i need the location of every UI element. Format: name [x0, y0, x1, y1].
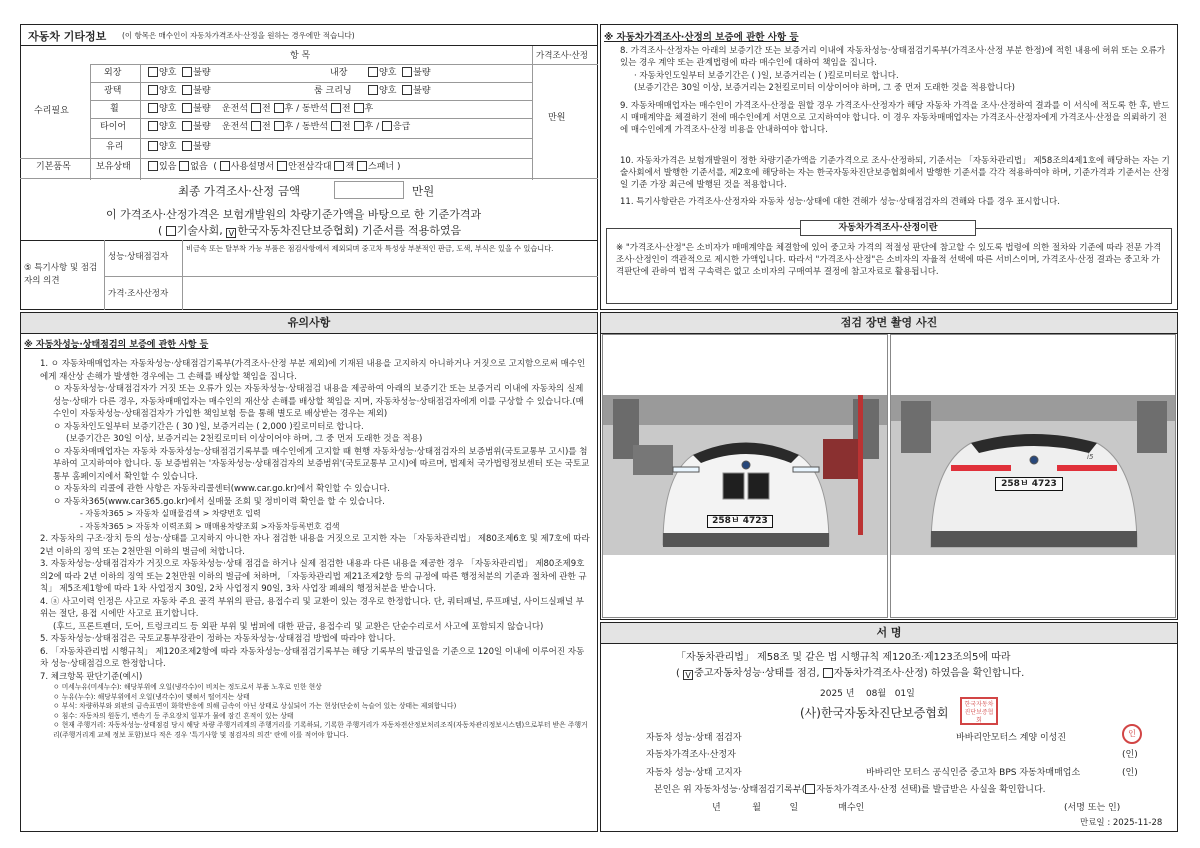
note-3b: (보증기간은 30일 이상, 보증거리는 2천킬로미터 이상이어야 하며, 그 중 먼저 도래한 것을 적용) [66, 434, 423, 444]
price-won: 만원 [548, 113, 566, 123]
item-11: 11. 특기사항란은 가격조사·산정자와 자동차 성능·상태에 대한 견해가 성능·상태점검자의 견해와 다를 경우 표시합니다. [620, 197, 1060, 207]
rear-plate: 258ㅂ 4723 [995, 477, 1063, 491]
notes-body [40, 358, 592, 740]
row2-value: (인) [1122, 750, 1138, 760]
photos-title: 점검 장면 촬영 사진 [601, 313, 1177, 334]
receipt-line: 본인은 위 자동차성능·상태점검기록부( 자동차가격조사·산정 선택)를 발급받은 사실을 확인합니다. [654, 785, 1046, 795]
note-1: 1. ㅇ 자동차매매업자는 자동차성능·상태점검기록부(가격조사·산정 부분 제외)에 기재된 내용을 고지하지 아니하거나 거짓으로 고지함으로써 매수인에게 재산상 손해가 발생한 경우에는 그 손해를 배상할 책임을 집니다. [40, 359, 586, 382]
interior-label: 내장 [330, 68, 348, 78]
price-definition-title: 자동차가격조사·산정이란 [800, 220, 976, 236]
row2-label: 자동차가격조사·산정자 [646, 750, 736, 760]
buyer-sign[interactable]: (서명 또는 인) [1064, 803, 1121, 813]
note-12: 7. 체크항목 판단기준(예시) [40, 671, 143, 682]
final-price-input[interactable] [334, 181, 404, 199]
note-9: 4. ⓐ 사고이력 인정은 사고로 자동차 주요 골격 부위의 판금, 용접수리 및 교환이 있는 경우로 한정합니다. 단, 쿼터패널, 루프패널, 사이드실패널 부위는 절단, 용접 시에만 사고로 표기합니다. [40, 596, 584, 619]
note-6a: - 자동차365 > 자동차 실매물검색 > 차량번호 입력 [80, 509, 261, 518]
basic-items-options[interactable]: 있음 없음 ( 사용설명서 안전삼각대 잭 스패너 ) [148, 161, 401, 174]
final-price-unit: 만원 [412, 184, 435, 198]
wheel-label: 휠 [110, 104, 119, 114]
basic-items-label: 기본품목 [36, 162, 71, 172]
note-4: ㅇ 자동차매매업자는 자동차 자동차성능·상태점검기록부를 매수인에게 고지할 때 현행 자동차성능·상태점검자의 보증범위(국토교통부 고시)를 첨부하여 고지하여야 합니다. 동 보증범위는 '자동차성능·상태점검자의 보증범위'(국토교통부 고시)에 따르며, 법제처 국가법령정보센터 또는 국토교통부 홈페이지에서 확인할 수 있습니다. [53, 446, 590, 482]
receipt-date: 년 월 일 매수인 [712, 803, 865, 813]
room-clean-options[interactable]: 양호 불량 [368, 85, 431, 98]
item-8: 8. 가격조사·산정자는 아래의 보증기간 또는 보증거리 이내에 자동차성능·상태점검기록부(가격조사·산정 부분 한정)에 적힌 내용에 허위 또는 오류가 있는 경우 계약 또는 관계법령에 따라 매수인에 대하여 책임을 집니다. [620, 46, 1166, 68]
row3-seal: (인) [1122, 768, 1138, 778]
rear-badge: i5 [1087, 453, 1094, 461]
note-12d: ㅇ 침수: 자동차의 원동기, 변속기 등 주요장치 일부가 물에 잠긴 흔적이 있는 상태 [53, 711, 294, 720]
signature-line2: ( V 중고자동차성능·상태를 점검, 자동차가격조사·산정) 하였음을 확인합니다. [676, 668, 1025, 680]
expiry-date: 만료일 : 2025-11-28 [1080, 818, 1163, 828]
note-8: 3. 자동차성능·상태점검자가 거짓으로 자동차성능·상태 점검을 하거나 실제 점검한 내용과 다른 내용을 제공한 경우 「자동차관리법」 제80조제9호의2에 따라 2년 이하의 징역 또는 2천만원 이하의 벌금에 처하며, 「자동차관리법 제21조제2항 등의 규정에 따른 행정처분의 기준과 절차에 관한 규칙」 제5조제1항에 따라 1차 사업정지 30일, 2차 사업정지 90일, 3차 사업장 폐쇄의 행정처분을 받습니다. [40, 559, 587, 594]
item-8c: (보증기간은 30일 이상, 보증거리는 2천킬로미터 이상이어야 하며, 그 중 먼저 도래한 것을 적용합니다) [634, 83, 1015, 93]
gloss-label: 광택 [104, 86, 122, 96]
other-info-title: 자동차 기타정보 [28, 30, 107, 43]
item-10: 10. 자동차가격은 보험개발원이 정한 차량기준가액을 기준가격으로 조사·산정하되, 기준서는 「자동차관리법」 제58조의4제1호에 해당하는 자는 기술사회에서 발행한 기준서를, 제2호에 해당하는 자는 한국자동차진단보증협회에서 발행한 기준서를 각각 적용하여야 하며, 기준가격과 기준서는 산정일 기준 가장 최근에 발행된 것을 적용합니다. [620, 156, 1170, 190]
final-price-label: 최종 가격조사·산정 금액 [178, 184, 301, 198]
row1-value: 바바리안모터스 계양 이성진 [956, 733, 1067, 743]
note-9b: (후드, 프론트펜더, 도어, 트렁크리드 등 외판 부위 및 범퍼에 대한 판금, 용접수리 및 교환은 단순수리로서 사고에 포함되지 않습니다) [53, 621, 544, 632]
tire-label: 타이어 [100, 122, 127, 132]
basis-line2: ( 기술사회, V 한국자동차진단보증협회) 기준서를 적용하였음 [158, 224, 462, 238]
price-guarantee-title: ※ 자동차가격조사·산정의 보증에 관한 사항 등 [604, 32, 799, 43]
signature-title: 서 명 [601, 623, 1177, 644]
note-10: 5. 자동차성능·상태점검은 국토교통부장관이 정하는 자동차성능·상태점검 방법에 따라야 합니다. [40, 634, 396, 644]
price-check[interactable] [823, 668, 833, 678]
exterior-options[interactable]: 양호 불량 [148, 67, 211, 80]
note-7: 2. 자동차의 구조·장치 등의 성능·상태를 고지하지 아니한 자나 점검한 내용을 거짓으로 고지한 자는 「자동차관리법」 제80조제6호 및 제7호에 따라 2년 이하의 징역 또는 2천만원 이하의 벌금에 처합니다. [40, 534, 590, 557]
glass-label: 유리 [106, 142, 124, 152]
item-8b: · 자동차인도일부터 보증기간은 ( )일, 보증거리는 ( )킬로미터로 합니다. [634, 71, 899, 81]
exterior-label: 외장 [104, 68, 122, 78]
front-plate: 258ㅂ 4723 [707, 515, 773, 528]
price-inspector-label: 가격·조사산정자 [108, 289, 169, 299]
front-car-image [603, 335, 888, 618]
note-12b: ㅇ 누유(누수): 해당부위에서 오일(냉각수)이 맺혀서 떨어지는 상태 [53, 692, 250, 701]
row3-value: 바바리안 모터스 공식인증 중고차 BPS 자동차매매업소 [866, 768, 1081, 778]
note-11: 6. 「자동차관리법 시행규칙」 제120조제2항에 따라 자동차성능·상태점검기록부는 해당 기록부의 발급일을 기준으로 120일 이내에 이루어진 자동차 성능·상태점검으로 한정합니다. [40, 646, 585, 669]
note-3: ㅇ 자동차인도일부터 보증기간은 ( 30 )일, 보증거리는 ( 2,000 )킬로미터로 합니다. [53, 421, 364, 432]
other-info-note: (이 항목은 매수인이 자동차가격조사·산정을 원하는 경우에만 적습니다) [122, 31, 355, 40]
col-item-header: 항 목 [290, 51, 311, 61]
note-6b: - 자동차365 > 자동차 이력조회 > 매매용차량조회 >자동차등록번호 검색 [80, 521, 340, 531]
room-clean-label: 룸 크리닝 [314, 86, 352, 96]
note-6: ㅇ 자동차365(www.car365.go.kr)에서 실매물 조회 및 정비이력 확인을 할 수 있습니다. [53, 496, 385, 507]
inspection-check[interactable]: V [683, 670, 693, 680]
association-stamp: 한국자동차진단보증협회 [960, 697, 998, 725]
signature-line1: 「자동차관리법」 제58조 및 같은 법 시행규칙 제120조·제123조의5에 따라 [676, 652, 1011, 663]
row3-label: 자동차 성능·상태 고지자 [646, 768, 742, 778]
perf-inspector-opinion: 비금속 또는 탈부착 가능 부품은 점검사항에서 제외되며 중고차 특성상 부분적인 판금, 도색, 부식은 있을 수 있습니다. [186, 244, 554, 253]
notes-title: 유의사항 [21, 313, 597, 334]
perf-inspector-label: 성능·상태점검자 [108, 252, 169, 262]
price-receipt-check[interactable] [805, 784, 815, 794]
rear-photo [890, 334, 1176, 618]
col-price-header: 가격조사·산정 [536, 51, 588, 61]
repair-label: 수리필요 [34, 106, 69, 116]
note-2: ㅇ 자동차성능·상태점검자가 거짓 또는 오류가 있는 자동차성능·상태점검 내용을 제공하여 아래의 보증기간 또는 보증거리 이내에 자동차의 실제 성능·상태가 다른 경우, 자동차매매업자는 매수인의 재산상 손해를 배상할 책임을 지며, 자동차성능·상태점검자에게 이를 구상할 수 있습니다.(매수인이 자동차성능·상태점검자가 가입한 책임보험 등을 통해 별도로 배상받는 경우는 제외) [53, 384, 584, 419]
possession-label: 보유상태 [96, 162, 131, 172]
signature-date: 2025 년 08월 01일 [820, 689, 915, 699]
note-12e: ㅇ 현재 주행거리: 자동차성능·상태점검 당시 해당 차량 주행거리계의 주행거리를 기록하되, 기록한 주행거리가 자동차전산정보처리조직(자동차관리정보시스템)으로부터 받은 주행거리(주행거리계 교체 정보 포함)보다 적은 경우 '특기사항 및 점검자의 의견' 란에 이를 적어야 합니다. [53, 721, 588, 739]
gloss-options[interactable]: 양호 불량 [148, 85, 211, 98]
inspector-seal: 인 [1122, 724, 1142, 744]
interior-options[interactable]: 양호 불량 [368, 67, 431, 80]
front-photo [602, 334, 888, 618]
notes-subtitle: ※ 자동차성능·상태점검의 보증에 관한 사항 등 [24, 340, 209, 350]
association-name: (사)한국자동차진단보증협회 [800, 706, 949, 720]
glass-options[interactable]: 양호 불량 [148, 141, 211, 154]
note-12c: ㅇ 부식: 차량하부와 외판의 금속표면이 화학반응에 의해 금속이 아닌 상태로 상실되어 가는 현상(단순히 녹슬어 있는 상태는 제외합니다) [53, 702, 457, 710]
basis-line1: 이 가격조사·산정가격은 보험개발원의 차량기준가액을 바탕으로 한 기준가격과 [106, 208, 482, 221]
row1-label: 자동차 성능·상태 점검자 [646, 733, 742, 743]
special-notes-label: ⑤ 특기사항 및 점검자의 의견 [24, 263, 98, 286]
tire-options[interactable]: 양호 불량 운전석 전 후 / 동반석 전 후 / 응급 [148, 121, 410, 134]
wheel-options[interactable]: 양호 불량 운전석 전 후 / 동반석 전 후 [148, 103, 373, 116]
item-9: 9. 자동차매매업자는 매수인이 가격조사·산정을 원할 경우 가격조사·산정자가 해당 자동차 가격을 조사·산정하여 결과를 이 서식에 적도록 한 후, 반드시 매매계약을 체결하기 전에 매수인에게 서면으로 고지하여야 합니다. 이 경우 자동차매매업자는 가격조사·산정자에게 가격조사·산정을 의뢰하기 전에 매수인에게 가격조사·산정 비용을 안내하여야 합니다. [620, 101, 1170, 135]
note-12a: ㅇ 미세누유(미세누수): 해당부위에 오일(냉각수)이 비치는 정도로서 부품 노후로 인한 현상 [53, 683, 322, 691]
price-definition-text: ※ "가격조사·산정"은 소비자가 매매계약을 체결함에 있어 중고차 가격의 적절성 판단에 참고할 수 있도록 법령에 의한 절차와 기준에 따라 전문 가격조사·산정인이 객관적으로 제시한 가액입니다. 따라서 "가격조사·산정"은 소비자의 자율적 선택에 따른 서비스이며, 가격조사·산정 결과는 중고차 가격판단에 관하여 법적 구속력은 없고 소비자의 구매여부 결정에 참고자료로 활용됩니다. [616, 243, 1162, 277]
note-5: ㅇ 자동차의 리콜에 관한 사항은 자동차리콜센터(www.car.go.kr)에서 확인할 수 있습니다. [53, 484, 390, 494]
